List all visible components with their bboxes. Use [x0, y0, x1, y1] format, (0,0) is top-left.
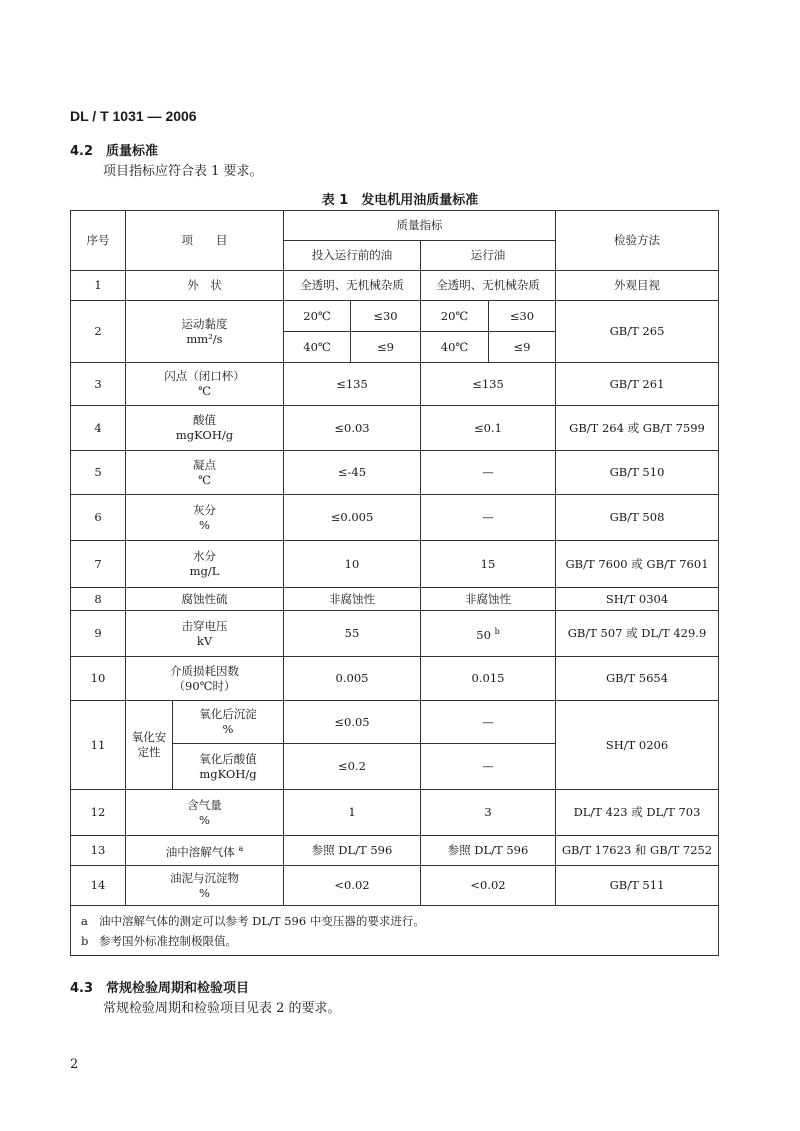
- table-row: [71, 657, 719, 701]
- cell-item: [126, 301, 284, 363]
- cell-group: 氧化安定性: [126, 701, 173, 790]
- cell-item: [126, 541, 284, 588]
- cell-no: 8: [71, 588, 126, 611]
- cell-before: ≤30: [351, 301, 421, 332]
- item-name: 油泥与沉淀物: [170, 870, 239, 885]
- item-name: 击穿电压: [181, 618, 228, 633]
- cell-before: 非腐蚀性: [284, 588, 421, 611]
- cell-before: 10: [284, 541, 421, 588]
- cell-running: —: [421, 451, 556, 495]
- footnotes: [71, 906, 719, 956]
- section-number: 4.2: [70, 144, 94, 159]
- cell-item: [126, 495, 284, 541]
- section-title: 常规检验周期和检验项目: [106, 981, 250, 996]
- cell-no: 12: [71, 790, 126, 836]
- cell-item: [126, 451, 284, 495]
- item-unit: （90℃时）: [173, 678, 236, 693]
- cell-before: ≤-45: [284, 451, 421, 495]
- cell-running: 0.015: [421, 657, 556, 701]
- item-unit: %: [199, 812, 210, 827]
- item-name: 含气量: [187, 797, 222, 812]
- cell-temp: 20℃: [284, 301, 351, 332]
- cell-before: ≤0.005: [284, 495, 421, 541]
- item-unit: %: [199, 885, 210, 900]
- cell-item: 外 状: [126, 271, 284, 301]
- footnote-row: [71, 906, 719, 956]
- footnote-ref: a: [238, 844, 244, 854]
- cell-method: SH/T 0304: [556, 588, 719, 611]
- item-unit: kV: [196, 633, 213, 648]
- header-quality: 质量指标: [284, 211, 556, 241]
- cell-no: 1: [71, 271, 126, 301]
- cell-no: 11: [71, 701, 126, 790]
- cell-running: ≤30: [489, 301, 556, 332]
- cell-running: —: [421, 495, 556, 541]
- item-name: 运动黏度: [181, 316, 228, 331]
- table-row: [71, 701, 719, 744]
- header-row: [71, 211, 719, 241]
- table-row: [71, 495, 719, 541]
- document-header: DL / T 1031 — 2006: [70, 108, 197, 124]
- cell-before: ≤9: [351, 332, 421, 363]
- cell-item: [173, 744, 284, 790]
- cell-before: ≤0.03: [284, 406, 421, 451]
- section-4-3-text: 常规检验周期和检验项目见表 2 的要求。: [103, 1001, 341, 1016]
- item-name: 氧化后沉淀: [199, 707, 257, 721]
- header-method: 检验方法: [556, 211, 719, 271]
- cell-method: GB/T 508: [556, 495, 719, 541]
- cell-running: ≤9: [489, 332, 556, 363]
- table-row: [71, 836, 719, 866]
- cell-no: 5: [71, 451, 126, 495]
- item-name: 水分: [193, 549, 216, 563]
- cell-no: 3: [71, 363, 126, 406]
- cell-running: 全透明、无机械杂质: [421, 271, 556, 301]
- table-row: [71, 790, 719, 836]
- cell-no: 14: [71, 866, 126, 906]
- item-unit: ℃: [198, 472, 211, 487]
- cell-running: —: [421, 701, 556, 744]
- cell-before: 55: [284, 611, 421, 657]
- item-unit: mgKOH/g: [175, 428, 234, 442]
- cell-running: ≤0.1: [421, 406, 556, 451]
- table-row: [71, 271, 719, 301]
- footnote-text: 参考国外标准控制极限值。: [99, 933, 237, 948]
- cell-running: 3: [421, 790, 556, 836]
- item-name: 酸值: [193, 413, 216, 427]
- cell-temp: 40℃: [421, 332, 489, 363]
- footnote-mark: a: [81, 913, 88, 928]
- item-unit: ℃: [198, 384, 211, 398]
- table-row: [71, 406, 719, 451]
- table-row: [71, 866, 719, 906]
- cell-before: ≤135: [284, 363, 421, 406]
- cell-before: ≤0.2: [284, 744, 421, 790]
- table-row: [71, 301, 719, 332]
- table-row: [71, 588, 719, 611]
- cell-method: DL/T 423 或 DL/T 703: [556, 790, 719, 836]
- cell-running: ≤135: [421, 363, 556, 406]
- footnote-text: 油中溶解气体的测定可以参考 DL/T 596 中变压器的要求进行。: [99, 913, 425, 928]
- cell-item: [126, 363, 284, 406]
- cell-method: GB/T 5654: [556, 657, 719, 701]
- cell-method: GB/T 511: [556, 866, 719, 906]
- section-title: 质量标准: [106, 144, 159, 159]
- item-unit: mm²/s: [186, 331, 223, 346]
- cell-method: 外观目视: [556, 271, 719, 301]
- header-item: 项 目: [126, 211, 284, 271]
- cell-temp: 20℃: [421, 301, 489, 332]
- item-unit: mg/L: [189, 564, 220, 578]
- table-row: [71, 611, 719, 657]
- cell-item: [126, 790, 284, 836]
- item-unit: %: [199, 517, 210, 532]
- cell-item: [126, 406, 284, 451]
- cell-method: GB/T 510: [556, 451, 719, 495]
- cell-no: 10: [71, 657, 126, 701]
- table-row: [71, 541, 719, 588]
- cell-no: 7: [71, 541, 126, 588]
- cell-before: <0.02: [284, 866, 421, 906]
- header-no: 序号: [71, 211, 126, 271]
- cell-no: 2: [71, 301, 126, 363]
- item-name: 氧化后酸值: [199, 751, 257, 766]
- cell-running: 参照 DL/T 596: [421, 836, 556, 866]
- section-4-2-heading: [70, 140, 158, 159]
- cell-running: —: [421, 744, 556, 790]
- cell-method: GB/T 265: [556, 301, 719, 363]
- item-name: 油中溶解气体: [165, 844, 235, 859]
- cell-item: [126, 836, 284, 866]
- cell-item: [126, 611, 284, 657]
- cell-method: GB/T 507 或 DL/T 429.9: [556, 611, 719, 657]
- cell-before: 0.005: [284, 657, 421, 701]
- cell-temp: 40℃: [284, 332, 351, 363]
- cell-method: GB/T 261: [556, 363, 719, 406]
- cell-running: 15: [421, 541, 556, 588]
- quality-standard-table: [70, 210, 719, 956]
- item-name: 介质损耗因数: [170, 663, 239, 678]
- cell-running: [421, 611, 556, 657]
- cell-method: GB/T 264 或 GB/T 7599: [556, 406, 719, 451]
- table-title: 表 1 发电机用油质量标准: [321, 193, 479, 208]
- cell-item: [173, 701, 284, 744]
- table-row: [71, 363, 719, 406]
- footnote-mark: b: [81, 933, 89, 948]
- section-number: 4.3: [70, 981, 94, 996]
- cell-item: [126, 866, 284, 906]
- cell-no: 4: [71, 406, 126, 451]
- cell-no: 13: [71, 836, 126, 866]
- item-unit: %: [222, 722, 234, 736]
- cell-before: ≤0.05: [284, 701, 421, 744]
- table-row: [71, 451, 719, 495]
- footnote-ref: b: [494, 627, 500, 637]
- page-number: 2: [70, 1057, 79, 1072]
- cell-no: 9: [71, 611, 126, 657]
- item-name: 闪点（闭口杯）: [164, 369, 245, 383]
- footnote-a: [81, 911, 708, 931]
- footnote-b: [81, 931, 708, 951]
- cell-method: SH/T 0206: [556, 701, 719, 790]
- cell-before: 全透明、无机械杂质: [284, 271, 421, 301]
- section-4-3-heading: [70, 977, 249, 996]
- cell-before: 1: [284, 790, 421, 836]
- item-name: 灰分: [193, 502, 216, 517]
- section-4-2-text: 项目指标应符合表 1 要求。: [103, 164, 263, 179]
- cell-item: 腐蚀性硫: [126, 588, 284, 611]
- cell-no: 6: [71, 495, 126, 541]
- header-running: 运行油: [421, 241, 556, 271]
- header-before: 投入运行前的油: [284, 241, 421, 271]
- running-value: 50: [476, 627, 491, 642]
- cell-method: GB/T 17623 和 GB/T 7252: [556, 836, 719, 866]
- cell-item: [126, 657, 284, 701]
- cell-method: GB/T 7600 或 GB/T 7601: [556, 541, 719, 588]
- cell-before: 参照 DL/T 596: [284, 836, 421, 866]
- item-name: 凝点: [193, 457, 216, 472]
- cell-running: 非腐蚀性: [421, 588, 556, 611]
- item-unit: mgKOH/g: [199, 766, 257, 781]
- cell-running: <0.02: [421, 866, 556, 906]
